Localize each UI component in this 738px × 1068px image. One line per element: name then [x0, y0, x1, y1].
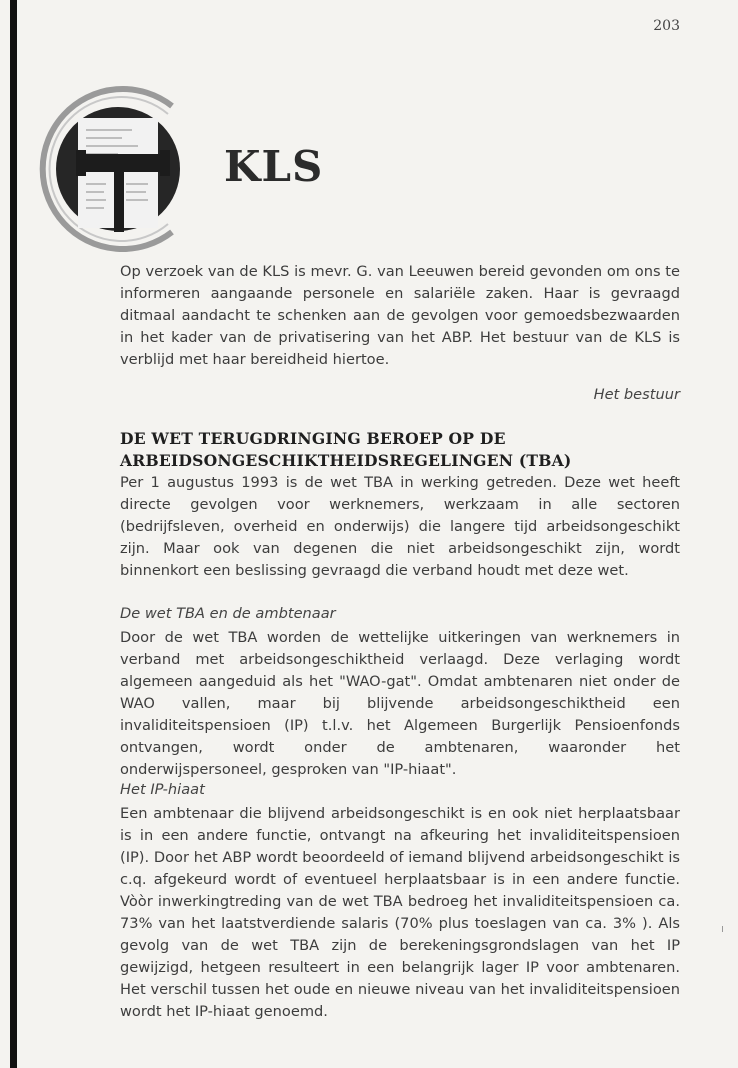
subheading-ip-hiaat: Het IP-hiaat	[120, 781, 205, 798]
article-heading-line1: DE WET TERUGDRINGING BEROEP OP DE	[120, 429, 506, 448]
article-heading	[120, 428, 680, 472]
intro-signature: Het bestuur	[593, 386, 680, 403]
article-paragraph-3	[120, 803, 680, 1023]
article-paragraph-2	[120, 627, 680, 781]
intro-paragraph	[120, 261, 680, 371]
subheading-tba-ambtenaar: De wet TBA en de ambtenaar	[120, 605, 336, 622]
margin-mark	[722, 926, 723, 932]
binding-edge	[10, 0, 17, 1068]
logo-title: KLS	[224, 142, 324, 191]
paragraph-3-text: Een ambtenaar die blijvend arbeidsongeschikt is en ook niet herplaatsbaar is in een andere functie, ontvangt na afkeuring het invaliditeitspensioen (IP). Door het ABP wordt beoordeeld of iemand blijvend arbeidsongeschikt is c.q. afgekeurd wordt of eventueel herplaatsbaar is in een andere functie. Vòòr inwerkingtreding van de wet TBA bedroeg het invaliditeitspensioen ca. 73% van het laatstverdiende salaris (70% plus toeslagen van ca. 3% ). Als gevolg van de wet TBA zijn de berekeningsgrondslagen van het IP gewijzigd, hetgeen resulteert in een belangrijk lager IP voor ambtenaren. Het verschil tussen het oude en nieuwe niveau van het invaliditeitspensioen wordt het IP-hiaat genoemd.	[120, 805, 680, 1020]
intro-text: Op verzoek van de KLS is mevr. G. van Leeuwen bereid gevonden om ons te informeren aangaande personele en salariële zaken. Haar is gevraagd ditmaal aandacht te schenken aan de gevolgen voor gemoedsbezwaarden in het kader van de privatisering van het ABP. Het bestuur van de KLS is verblijd met haar bereidheid hiertoe.	[120, 263, 680, 368]
article-paragraph-1	[120, 472, 680, 582]
paragraph-1-text: Per 1 augustus 1993 is de wet TBA in werking getreden. Deze wet heeft directe gevolgen voor werknemers, werkzaam in alle sectoren (bedrijfsleven, overheid en onderwijs) die langere tijd arbeidsongeschikt zijn. Maar ook van degenen die niet arbeidsongeschikt zijn, wordt binnenkort een beslissing gevraagd die verband houdt met deze wet.	[120, 474, 680, 579]
page-number: 203	[653, 18, 680, 34]
paragraph-2-text: Door de wet TBA worden de wettelijke uitkeringen van werknemers in verband met arbeidsongeschiktheid verlaagd. Deze verlaging wordt algemeen aangeduid als het "WAO-gat". Omdat ambtenaren niet onder de WAO vallen, maar bij blijvende arbeidsongeschiktheid een invaliditeitspensioen (IP) t.l.v. het Algemeen Burgerlijk Pensioenfonds ontvangen, wordt onder de ambtenaren, waaronder het onderwijspersoneel, gesproken van "IP-hiaat".	[120, 629, 680, 778]
article-heading-line2: ARBEIDSONGESCHIKTHEIDSREGELINGEN (TBA)	[120, 451, 572, 470]
kls-logo	[22, 84, 194, 254]
